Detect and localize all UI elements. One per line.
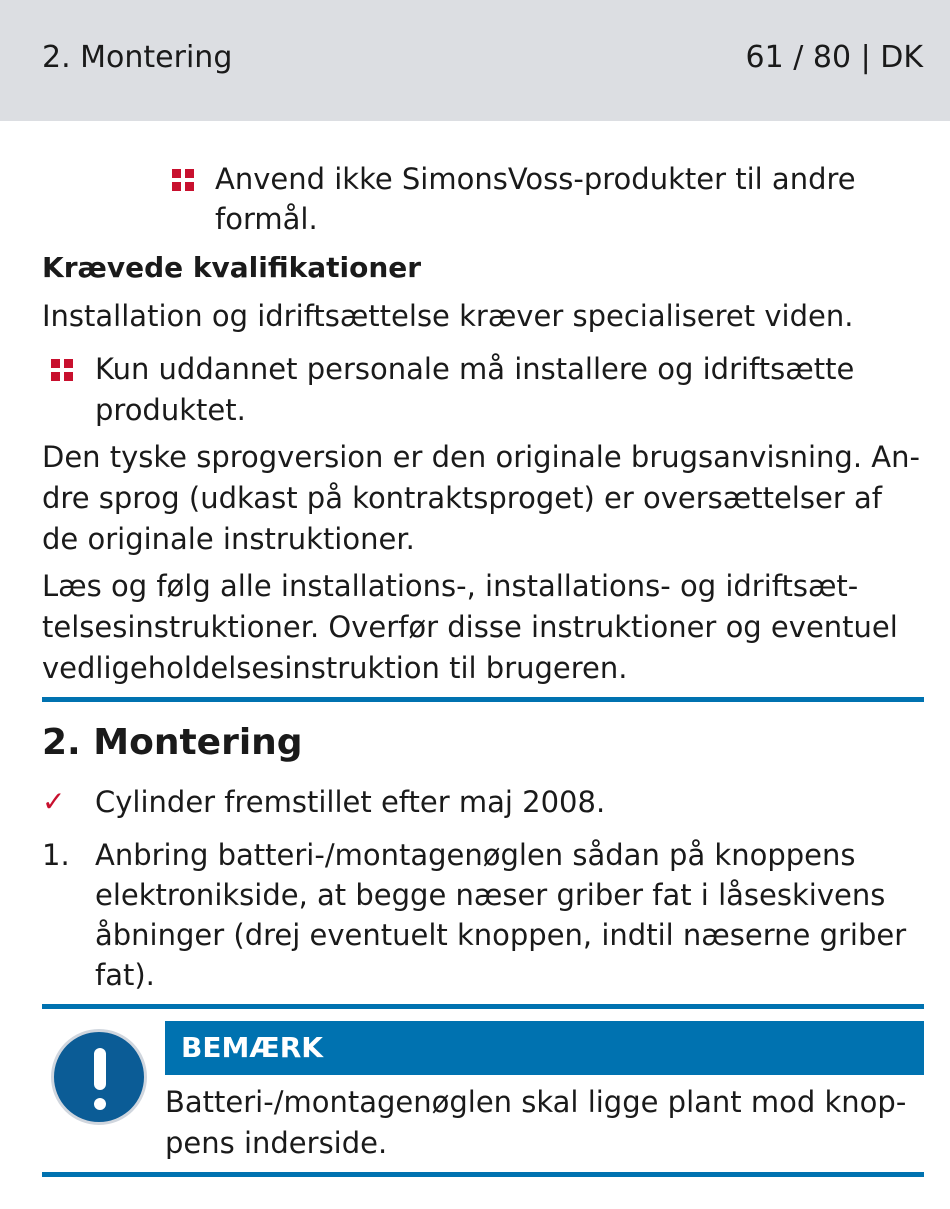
bullet-square-icon (51, 359, 73, 381)
language-paragraph-line: Den tyske sprogversion er den originale brugsanvisning. An- (42, 440, 920, 474)
page-header (0, 0, 950, 121)
instructions-paragraph-line: telsesinstruktioner. Overfør disse instruktioner og eventuel (42, 610, 898, 644)
notice-bottom-rule (42, 1172, 924, 1177)
qualifications-bullet-line: Kun uddannet personale må installere og idriftsætte (95, 352, 855, 386)
language-paragraph-line: de originale instruktioner. (42, 522, 415, 556)
step-text-line: åbninger (drej eventuelt knoppen, indtil næserne griber (95, 918, 907, 952)
step-text-line: elektronikside, at begge næser griber fat i låseskivens (95, 878, 886, 912)
prerequisite-text: Cylinder fremstillet efter maj 2008. (95, 785, 606, 819)
section-divider (42, 697, 924, 702)
bullet-text-line: formål. (215, 202, 318, 236)
qualifications-bullet-line: produktet. (95, 393, 246, 427)
notice-text-line: pens inderside. (165, 1126, 388, 1160)
instructions-paragraph-line: Læs og følg alle installations-, installations- og idriftsæt- (42, 569, 859, 603)
check-mark-icon: ✓ (42, 785, 66, 818)
exclamation-circle-icon (51, 1029, 147, 1125)
step-text-line: fat). (95, 958, 155, 992)
step-text-line: Anbring batteri-/montagenøglen sådan på knoppens (95, 838, 856, 872)
language-paragraph-line: dre sprog (udkast på kontraktsproget) er oversættelser af (42, 481, 882, 515)
header-section-title: 2. Montering (42, 40, 233, 75)
notice-text-line: Batteri-/montagenøglen skal ligge plant mod knop- (165, 1085, 907, 1119)
section-title: 2. Montering (42, 722, 303, 763)
qualifications-heading: Krævede kvalifikationer (42, 251, 422, 284)
notice-label: BEMÆRK (165, 1021, 924, 1075)
bullet-square-icon (172, 169, 194, 191)
instructions-paragraph-line: vedligeholdelsesinstruktion til brugeren. (42, 651, 628, 685)
bullet-text-line: Anvend ikke SimonsVoss-produkter til andre (215, 162, 856, 196)
notice-top-rule (42, 1004, 924, 1009)
header-page-number: 61 / 80 | DK (745, 40, 923, 75)
qualifications-intro: Installation og idriftsættelse kræver specialiseret viden. (42, 299, 854, 333)
step-number: 1. (42, 838, 70, 872)
